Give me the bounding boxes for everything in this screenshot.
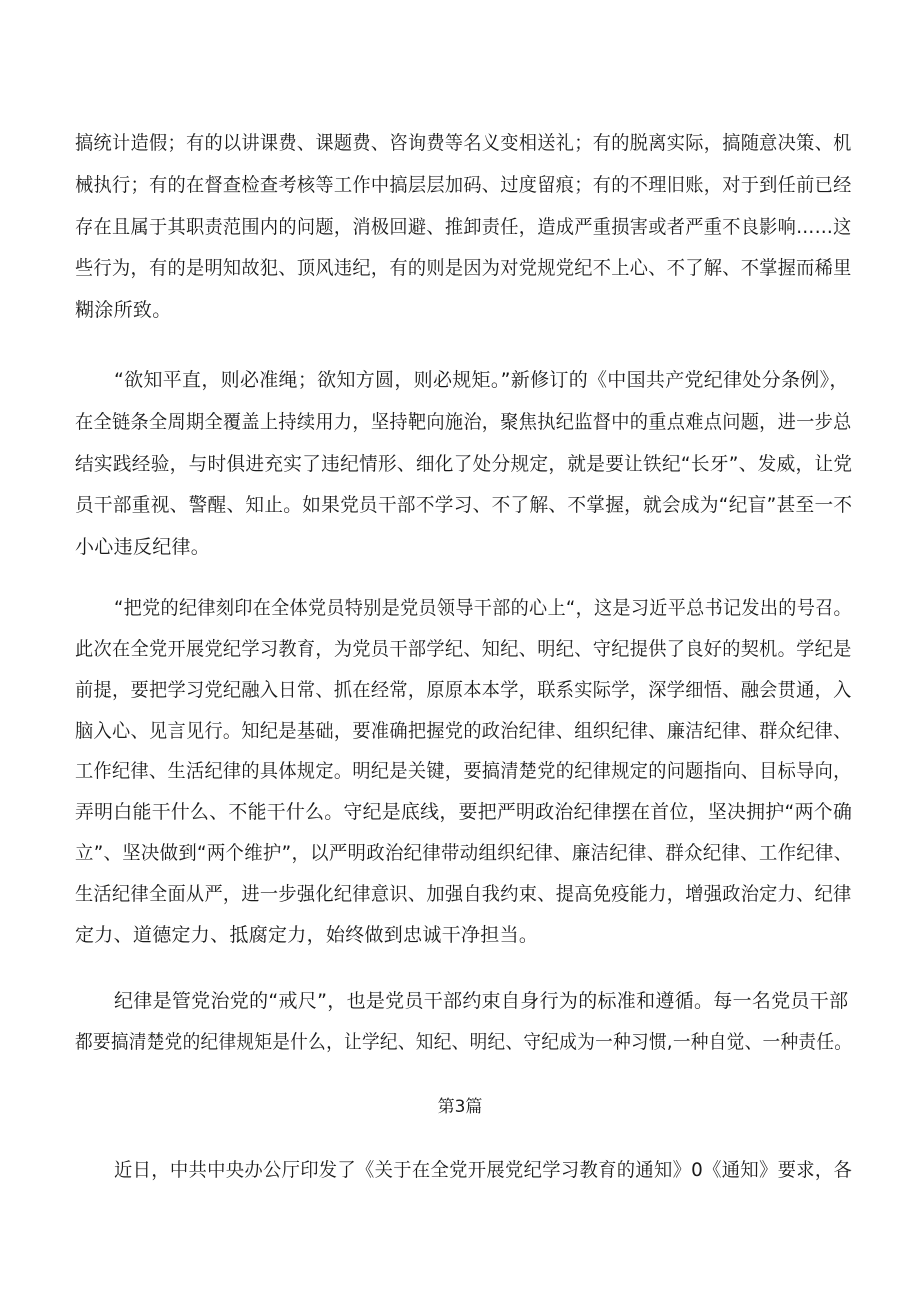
paragraph-5-line-1: 近日，中共中央办公厅印发了《关于在全党开展党纪学习教育的通知》0《通知》要求，各 — [114, 1159, 853, 1181]
paragraph-3-line-4: 脑入心、见言见行。知纪是基础，要准确把握党的政治纪律、组织纪律、廉洁纪律、群众纪律、 — [75, 720, 852, 742]
paragraph-2-line-5: 小心违反纪律。 — [75, 536, 211, 558]
paragraph-4-line-2: 都要搞清楚党的纪律规矩是什么，让学纪、知纪、明纪、守纪成为一种习惯,一种自觉、一种责任。 — [75, 1031, 853, 1053]
paragraph-3-line-7: 立”、坚决做到“两个维护”，以严明政治纪律带动组织纪律、廉洁纪律、群众纪律、工作纪律、 — [75, 842, 853, 864]
paragraph-2-line-3: 结实践经验，与时俱进充实了违纪情形、细化了处分规定，就是要让铁纪“长牙”、发威，让党 — [75, 453, 853, 475]
paragraph-2-line-4: 员干部重视、警醒、知止。如果党员干部不学习、不了解、不掌握，就会成为“纪盲”甚至一不 — [75, 494, 853, 516]
paragraph-3-line-6: 弄明白能干什么、不能干什么。守纪是底线，要把严明政治纪律摆在首位，坚决拥护“两个确 — [75, 801, 853, 823]
paragraph-1-line-5: 糊涂所致。 — [75, 299, 172, 321]
paragraph-1-line-3: 存在且属于其职责范围内的问题，消极回避、推卸责任，造成严重损害或者严重不良影响……这 — [75, 216, 852, 238]
paragraph-3-line-8: 生活纪律全面从严，进一步强化纪律意识、加强自我约束、提高免疫能力，增强政治定力、纪律 — [75, 883, 852, 905]
paragraph-1-line-1: 搞统计造假；有的以讲课费、课题费、咨询费等名义变相送礼；有的脱离实际，搞随意决策、机 — [75, 132, 852, 154]
paragraph-1-line-2: 械执行；有的在督查检查考核等工作中搞层层加码、过度留痕；有的不理旧账，对于到任前已经 — [75, 174, 852, 196]
section-heading: 第3篇 — [437, 1097, 483, 1117]
paragraph-3-line-2: 此次在全党开展党纪学习教育，为党员干部学纪、知纪、明纪、守纪提供了良好的契机。学纪是 — [75, 638, 852, 660]
paragraph-2-line-2: 在全链条全周期全覆盖上持续用力，坚持靶向施治，聚焦执纪监督中的重点难点问题，进一步总 — [75, 411, 852, 433]
paragraph-3-line-9: 定力、道德定力、抵腐定力，始终做到忠诚干净担当。 — [75, 924, 539, 946]
paragraph-4-line-1: 纪律是管党治党的“戒尺”，也是党员干部约束自身行为的标准和遵循。每一名党员干部 — [114, 990, 849, 1012]
paragraph-1-line-4: 些行为，有的是明知故犯、顶风违纪，有的则是因为对党规党纪不上心、不了解、不掌握而稀里 — [75, 257, 852, 279]
paragraph-3-line-1: “把党的纪律刻印在全体党员特别是党员领导干部的心上“，这是习近平总书记发出的号召。 — [114, 597, 852, 619]
paragraph-3-line-3: 前提，要把学习党纪融入日常、抓在经常，原原本本学，联系实际学，深学细悟、融会贯通，入 — [75, 679, 852, 701]
paragraph-3-line-5: 工作纪律、生活纪律的具体规定。明纪是关键，要搞清楚党的纪律规定的问题指向、目标导向， — [75, 760, 852, 782]
paragraph-2-line-1: “欲知平直，则必准绳；欲知方圆，则必规矩。”新修订的《中国共产党纪律处分条例》， — [114, 369, 849, 391]
